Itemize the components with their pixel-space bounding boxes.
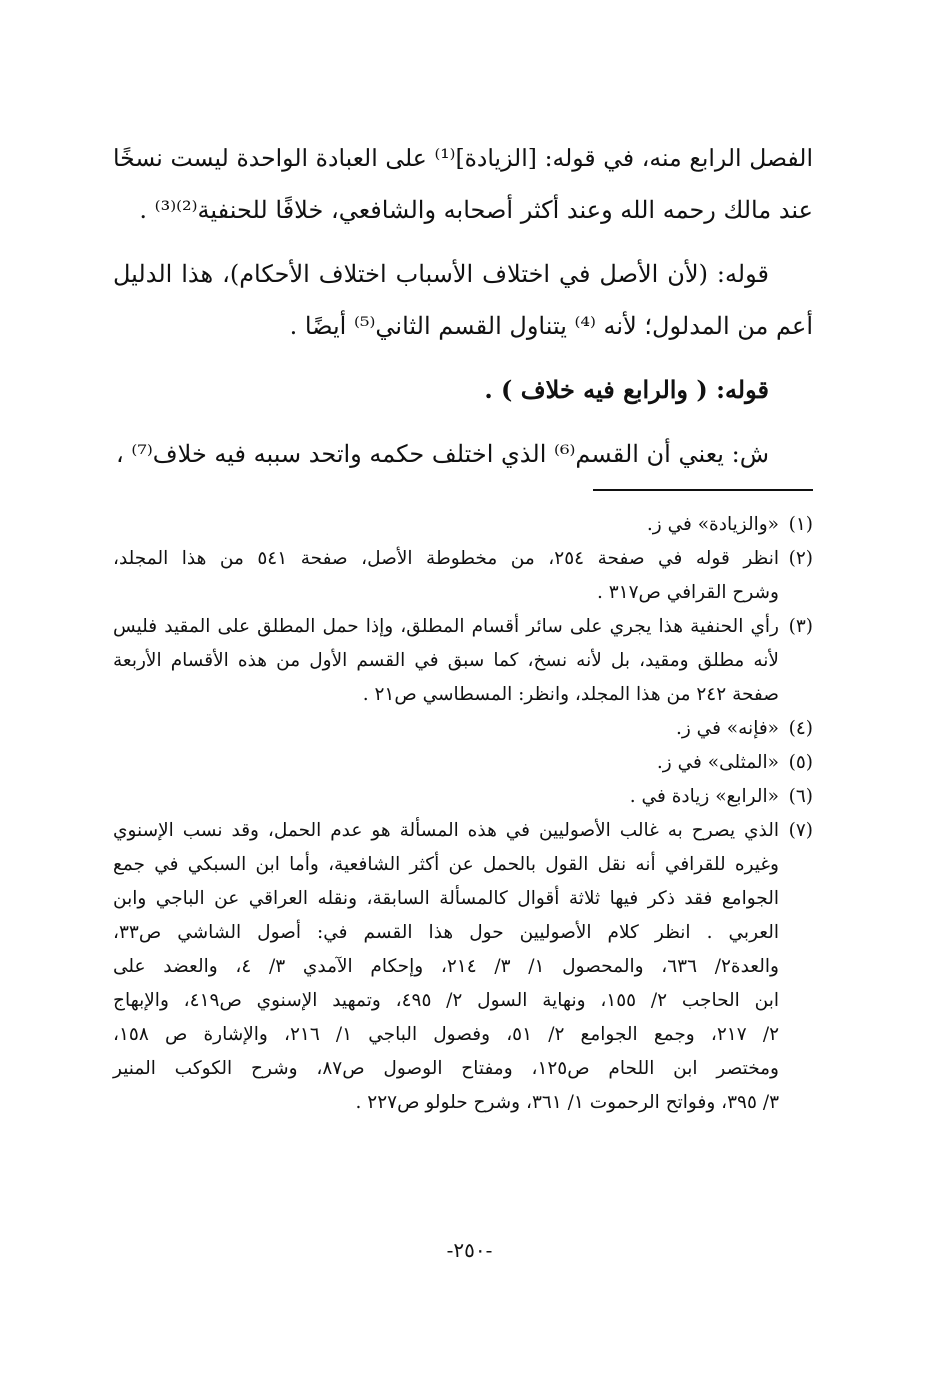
footnote-line: رأي الحنفية هذا يجري على سائر أقسام المطلق، وإذا حمل المطلق على المقيد فليس [113,616,779,637]
footnote [113,712,813,746]
footnote-number: (٦) [788,786,813,807]
footnote [113,542,813,610]
footnote [113,508,813,542]
footnotes [113,508,813,1120]
footnote-line: وغيره للقرافي أنه نقل القول بالحمل عن أكثر الشافعية، وأما ابن السبكي في جمع [113,854,779,875]
footnote-line: الجوامع فقد ذكر فيها ثلاثة أقوال كالمسألة السابقة، ونقله العراقي عن الباجي وابن [113,888,779,909]
paragraph-gap [113,236,813,248]
paragraph-gap [113,416,813,428]
footnote-line: «والزيادة» في ز. [646,514,779,535]
footnote-line: «فإنه» في ز. [675,718,779,739]
footnote-number: (٣) [788,616,813,637]
main-line: أعم من المدلول؛ لأنه ⁽⁴⁾ يتناول القسم الثاني⁽⁵⁾ أيضًا . [289,312,813,340]
footnote-line: «الرابع» زيادة في . [629,786,779,807]
main-line: الفصل الرابع منه، في قوله: [الزيادة]⁽¹⁾ على العبادة الواحدة ليست نسخًا [113,144,813,172]
footnote-line: ٢/ ٢١٧، وجمع الجوامع ٢/ ٥١، وفصول الباجي ١/ ٢١٦، والإشارة ص ١٥٨، [113,1024,779,1045]
main-line: ش: يعني أن القسم⁽⁶⁾ الذي اختلف حكمه واتحد سببه فيه خلاف⁽⁷⁾ ، [115,440,769,468]
footnote-line: لأنه مطلق ومقيد، بل لأنه نسخ، كما سبق في القسم الأول من هذه الأقسام الأربعة [113,650,779,671]
footnote [113,814,813,1120]
main-line: عند مالك رحمه الله وعند أكثر أصحابه والشافعي، خلافًا للحنفية⁽²⁾⁽³⁾ . [139,196,813,224]
footnote-number: (٢) [788,548,813,569]
footnote-line: العربي . انظر كلام الأصوليين حول هذا القسم في: أصول الشاشي ص٣٣، [113,922,779,943]
footnote-separator [593,489,813,491]
footnote-number: (٧) [788,820,813,841]
footnote-line: ٣/ ٣٩٥، وفواتح الرحموت ١/ ٣٦١، وشرح حلولو ص٢٢٧ . [355,1092,779,1113]
footnote-line: والعدة٢/ ٦٣٦، والمحصول ١/ ٣/ ٢١٤، وإحكام الآمدي ٣/ ٤، والعضد على [113,956,779,977]
footnote-line: انظر قوله في صفحة ٢٥٤، من مخطوطة الأصل، صفحة ٥٤١ من هذا المجلد، [113,548,779,569]
footnote-line: الذي يصرح به غالب الأصوليين في هذه المسألة هو عدم الحمل، وقد نسب الإسنوي [113,820,779,841]
footnote-line: «المثلى» في ز. [656,752,779,773]
footnote [113,780,813,814]
footnote-number: (١) [788,514,813,535]
page-number: -٢٥٠- [446,1238,493,1262]
footnote [113,610,813,712]
main-line: قوله: (لأن الأصل في اختلاف الأسباب اختلاف الأحكام)، هذا الدليل [113,260,769,288]
main-text [113,132,813,480]
main-line: قوله: ( والرابع فيه خلاف ) . [484,375,769,404]
footnote [113,746,813,780]
footnote-line: وشرح القرافي ص٣١٧ . [596,582,779,603]
footnote-line: ومختصر ابن اللحام ص١٢٥، ومفتاح الوصول ص٨٧، وشرح الكوكب المنير [113,1058,779,1079]
paragraph-gap [113,352,813,364]
footnote-number: (٥) [788,752,813,773]
footnote-line: صفحة ٢٤٢ من هذا المجلد، وانظر: المسطاسي ص٢١ . [362,684,779,705]
footnote-line: ابن الحاجب ٢/ ١٥٥، ونهاية السول ٢/ ٤٩٥، وتمهيد الإسنوي ص٤١٩، والإبهاج [113,990,779,1011]
footnote-number: (٤) [788,718,813,739]
